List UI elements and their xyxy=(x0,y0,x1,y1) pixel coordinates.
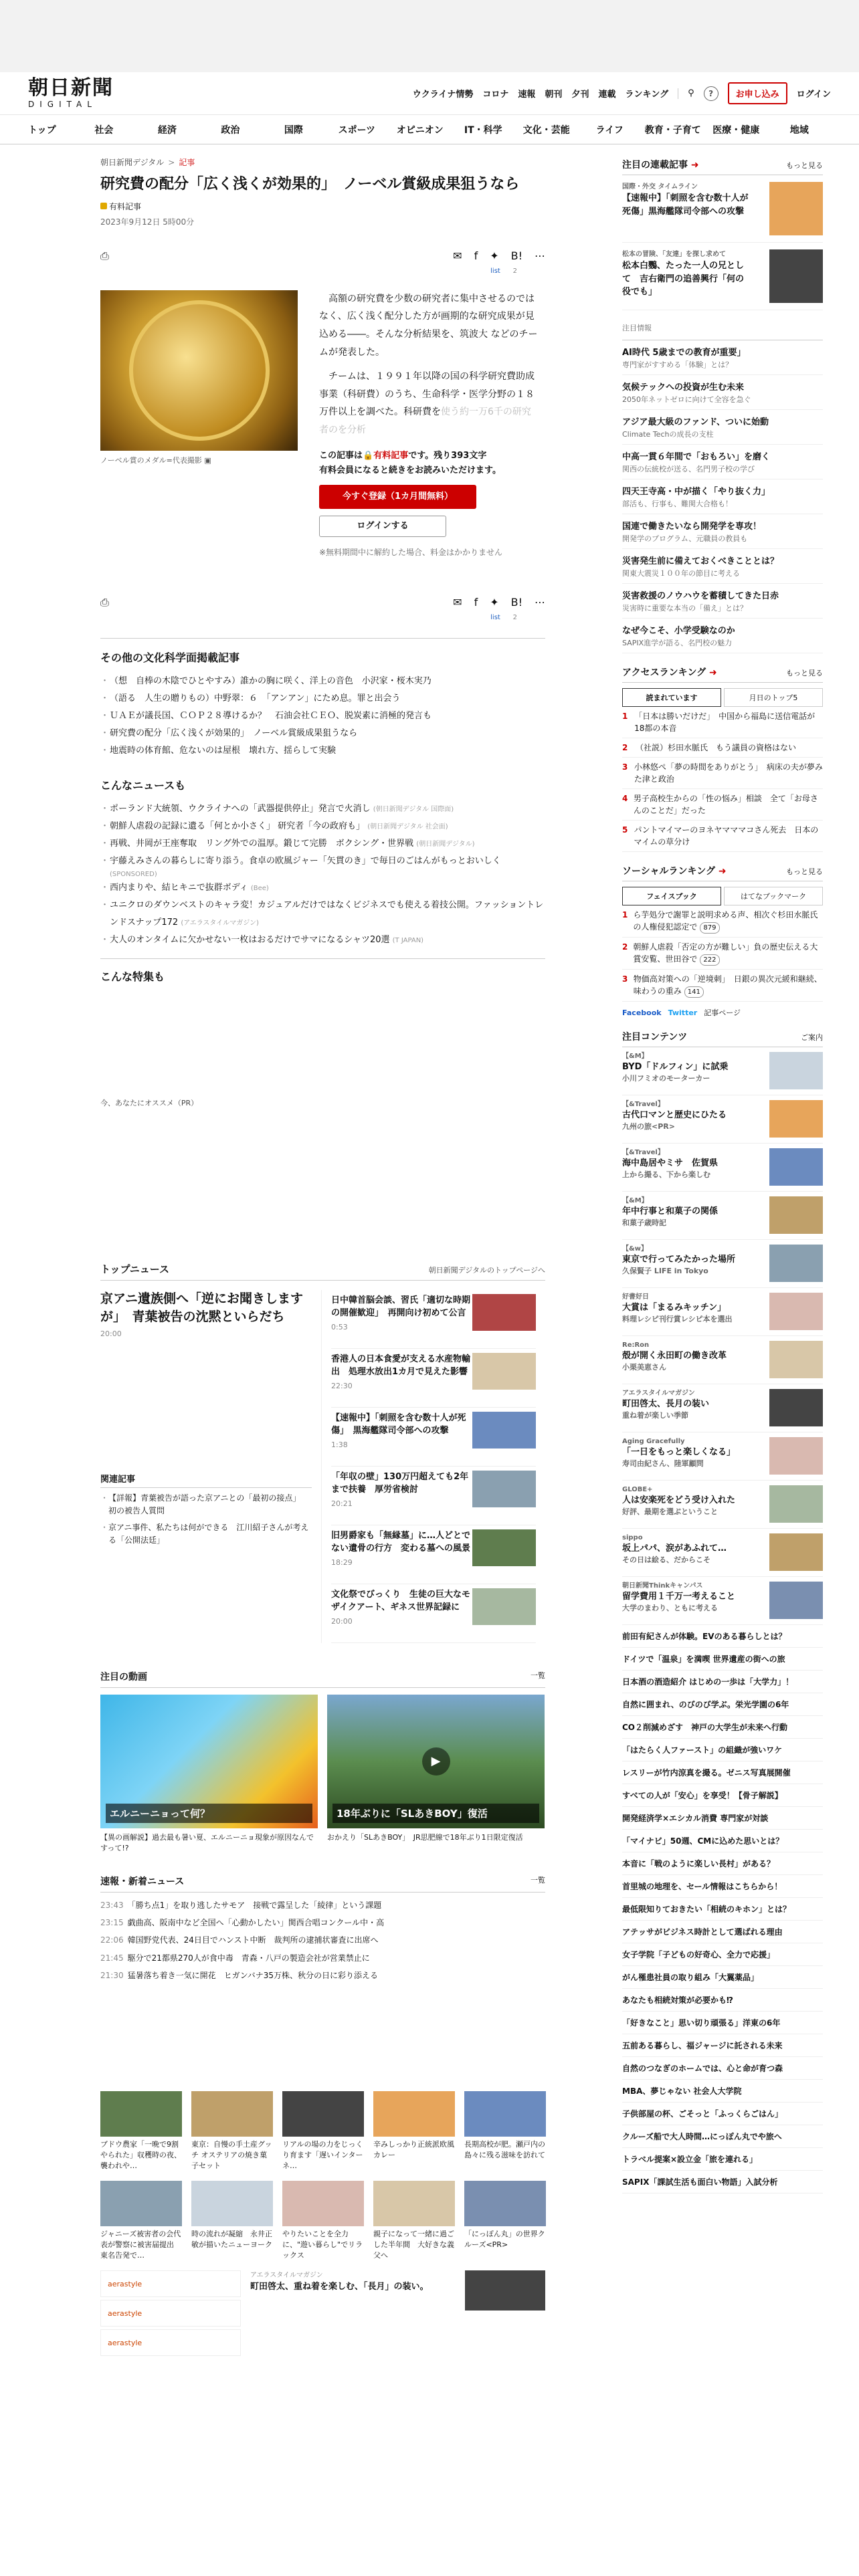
promo-item[interactable]: 気候テックへの投資が生む未来 2050年ネットゼロに向けて全容を急ぐ xyxy=(622,375,823,410)
mail-icon[interactable]: ✉ xyxy=(453,596,462,609)
nav-breaking[interactable]: 速報 xyxy=(518,90,536,100)
video-card[interactable] xyxy=(100,1695,318,1854)
print-icon[interactable]: ⎙ xyxy=(100,249,109,262)
pr-link[interactable]: 「はたらく人ファースト」の組織が強いワケ xyxy=(622,1739,823,1761)
nav-series[interactable]: 連載 xyxy=(598,90,616,100)
aerastyle-article[interactable]: アエラスタイルマガジン 町田啓太、重ね着を楽しむ、「長月」の装い。 xyxy=(250,2270,545,2359)
article-date: 2023年9月12日 5時00分 xyxy=(100,217,195,227)
news-item[interactable]: ・ 朝鮮人虐殺の記録に遺る「何とか小さく」 研究者「今の政府も」 (朝日新聞デジタル 社会面) xyxy=(100,818,545,835)
print-icon[interactable]: ⎙ xyxy=(100,595,109,609)
pr-link[interactable]: すべての人が「安心」を享受！【骨子解説】 xyxy=(622,1784,823,1807)
pr-link[interactable]: SAPIX「課試生活も面白い物語」入試分析 xyxy=(622,2171,823,2193)
lead-time: 20:00 xyxy=(100,1329,122,1338)
related-item[interactable]: ・ （想 自棒の木陰でひとやすみ）誰かの胸に咲く、洋上の音色 小沢家・桜木実乃 xyxy=(100,673,545,690)
grid-card[interactable]: 東京：自慢の手土産グッチ オステリアの焼き菓子セット xyxy=(191,2091,273,2171)
social-tabs xyxy=(622,887,823,905)
top-news-item[interactable]: 【速報中】「刺照を含む数十人が死傷」 黒海艦隊司令部への攻撃 1:38 xyxy=(331,1408,536,1467)
cat-politics[interactable]: 政治 xyxy=(221,124,240,136)
pr-link[interactable]: クルーズ船で大人時間…にっぽん丸でや旅へ xyxy=(622,2125,823,2148)
ranking-item[interactable]: 5 パントマイマーのヨネヤマママコさん死去 日本のマイムの草分け xyxy=(622,821,823,852)
content-item[interactable]: 朝日新聞Thinkキャンパス 留学費用１千万一考えること 大学のまわり、ともに考える xyxy=(622,1577,823,1625)
article-para2: チームは、１９９１年以降の国の科学研究費助成事業（科研費）のうち、生命科学・医学分野の１８万件以上を調べた。科研費を使う約一万6千の研究者のを分析 xyxy=(319,371,535,435)
facebook-icon[interactable]: f xyxy=(474,249,478,263)
lead-related-item[interactable]: ・ 【詳報】青葉被告が語った京アニとの「最初の接点」 初の被告人質問 xyxy=(100,1492,312,1517)
promo-item[interactable]: 災害発生前に備えておくべきこととは？ 関東大震災１００年の節目に考える xyxy=(622,549,823,584)
cat-top[interactable]: トップ xyxy=(28,124,56,136)
divider xyxy=(100,958,545,959)
grid-card[interactable]: 「にっぽん丸」の世界クルーズ<PR> xyxy=(464,2181,546,2261)
access-more[interactable]: もっと見る xyxy=(786,669,823,677)
news-thumbnail xyxy=(472,1294,536,1331)
pr-link[interactable]: 自然のつなぎのホームでは、心と命が育つ森 xyxy=(622,2057,823,2080)
ranking-item[interactable]: 2 （社説）杉田水脈氏 もう議員の資格はない xyxy=(622,738,823,758)
flash-item[interactable]: 23:43 「勝ち点1」を取り逃したサモア 接戦で露呈した「綾律」という課題 xyxy=(100,1900,382,1910)
content-item[interactable]: GLOBE+ 人は安楽死をどう受け入れた 好評、最期を選ぶということ xyxy=(622,1481,823,1529)
arrow-right-icon: ➜ xyxy=(718,866,727,877)
breadcrumb: 朝日新聞デジタル > 記事 xyxy=(100,158,195,167)
grid-card[interactable]: リアルの場の力をじっくり育ます「遅いインターネ… xyxy=(282,2091,364,2171)
content-item[interactable]: Re:Ron 殻が開く永田町の働き改革 小栗美恵さん xyxy=(622,1336,823,1384)
grid-card[interactable]: 親子になって一緒に過ごした半年間 大好きな義父へ xyxy=(373,2181,455,2261)
lock-icon xyxy=(100,203,107,209)
list-link-bottom[interactable]: list xyxy=(490,613,500,621)
lead-headline[interactable]: 京アニ遺族側へ「逆にお聞きしますが」 青葉被告の沈黙といらだち xyxy=(100,1291,304,1325)
top-news-item[interactable]: 日中韓首脳会談、習氏「適切な時期の開催歓迎」 再開向け初めて公言 0:53 xyxy=(331,1290,536,1349)
paywall-message: この記事は🔒有料記事です。残り393文字 有料会員になると続きをお読みいただけます。 xyxy=(319,450,501,475)
promo-item[interactable]: 災害救援のノウハウを蓄積してきた日赤 災害時に重要な本当の「備え」とは？ xyxy=(622,584,823,619)
tab-monthly-top5[interactable]: 月日のトップ5 xyxy=(724,688,823,707)
pr-link[interactable]: 首里城の地理を、セール情報はこちらから！ xyxy=(622,1875,823,1898)
content-item[interactable]: 【&Travel】 古代口マンと歴史にひたる 九州の旅<PR> xyxy=(622,1095,823,1144)
news-item[interactable]: ・ ポーランド大統領、ウクライナへの「武器提供停止」発言で火消し (朝日新聞デジタル 国際面) xyxy=(100,800,545,818)
series-thumbnail xyxy=(769,182,823,235)
pr-link[interactable]: 本音に「戦のように楽しい長村」がある？ xyxy=(622,1852,823,1875)
pr-link[interactable]: 日本酒の酒造紹介 はじめの一歩は「大学力」！ xyxy=(622,1671,823,1693)
top-news-list xyxy=(321,1290,536,1643)
flash-heading: 速報・新着ニュース xyxy=(100,1876,185,1887)
social-header: ソーシャルランキング ➜ もっと見る xyxy=(622,864,823,881)
grid-card[interactable]: ジャニーズ被害者の会代表が警察に被害届提出 東名告発で… xyxy=(100,2181,182,2261)
arrow-right-icon: ➜ xyxy=(690,160,699,171)
pr-link[interactable]: がん罹患社員の取り組み「大翼薬品」 xyxy=(622,1966,823,1989)
grid-card[interactable]: 長期高校が肥。瀬戸内の島々に残る滋味を訪れて xyxy=(464,2091,546,2171)
top-news-item[interactable]: 旧男爵家も「無縁墓」に…人どとでない遺骨の行方 変わる墓への風景 18:29 xyxy=(331,1525,536,1584)
help-icon[interactable]: ? xyxy=(704,86,719,101)
promo-item[interactable]: アジア最大級のファンド、ついに始動 Climate Techの成長の支柱 xyxy=(622,410,823,445)
apply-button[interactable]: お申し込み xyxy=(728,82,787,104)
top-news-item[interactable]: 香港人の日本食愛が支える水産物輸出 処理水放出1カ月で見えた影響 22:30 xyxy=(331,1349,536,1408)
top-news-item[interactable]: 「年収の壁」130万円超えても2年まで扶養 厚労省検討 20:21 xyxy=(331,1467,536,1525)
sponsored-label: (SPONSORED) xyxy=(110,870,157,878)
social-more[interactable]: もっと見る xyxy=(786,867,823,876)
social-item[interactable]: 1 ら芋処分で謝罪と説明求める声、相次ぐ杉田水脈氏の人権侵犯認定で 879 xyxy=(622,905,823,938)
article-para1: 高額の研究費を少数の研究者に集中させるのではなく、広く浅く配分した方が画期的な研究成果が見込める――。そんな分析結果を、筑波大 などのチームが発表した。 xyxy=(319,293,538,358)
more-icon[interactable]: ⋯ xyxy=(535,596,545,609)
series-thumbnail xyxy=(769,249,823,303)
paywall-note: ※無料期間中に解約した場合、料金はかかりません xyxy=(319,547,503,557)
promo-grid xyxy=(100,2091,545,2261)
promo-item[interactable]: 国連で働きたいなら開発学を専攻！ 開発学のプログラム、元職員の教員も xyxy=(622,514,823,549)
article-text xyxy=(319,290,540,560)
pr-link[interactable]: 女子学院「子どもの好奇心、全力で応援」 xyxy=(622,1943,823,1966)
article-body xyxy=(100,290,545,560)
ranking-item[interactable]: 4 男子高校生からの「性の悩み」相談 全て「お母さんのことだ」だった xyxy=(622,789,823,821)
twitter-icon[interactable]: ✦ xyxy=(490,596,499,609)
more-news-heading: こんなニュースも xyxy=(100,778,186,792)
pr-label: 今、あなたにオススメ（PR） xyxy=(100,1098,199,1107)
social-links xyxy=(622,1007,823,1018)
series-item[interactable]: 国際・外交 タイムライン 【速報中】「刺照を含む数十人が死傷」黒海艦隊司令部への攻撃 xyxy=(622,175,823,243)
grid-card[interactable]: やりたいことを全力に、"遊い暮らし"でリラックス xyxy=(282,2181,364,2261)
social-item[interactable]: 3 物価高対策への「逆境刺」 日銀の異次元緩和継続、味わうの重み 141 xyxy=(622,970,823,1002)
cat-world[interactable]: 国際 xyxy=(284,124,303,136)
content-item[interactable]: 【&M】 年中行事と和菓子の関係 和菓子歳時記 xyxy=(622,1192,823,1240)
promo-item[interactable]: 中高一貫６年間で「おもろい」を磨く 関西の伝統校が送る、名門男子校の学び xyxy=(622,445,823,479)
related-list xyxy=(100,673,545,760)
article-login-button[interactable]: ログインする xyxy=(319,516,446,537)
videos-heading: 注目の動画 xyxy=(100,1671,147,1683)
content-item[interactable]: sippo 坂上パパ、涙があふれて… その日は絵る、だからこそ xyxy=(622,1529,823,1577)
more-news-list xyxy=(100,800,545,949)
main-column xyxy=(100,144,545,2359)
news-thumbnail xyxy=(472,1588,536,1625)
pr-link[interactable]: 「マイナビ」50週、CMに込めた思いとは？ xyxy=(622,1830,823,1852)
twitter-link[interactable]: Twitter xyxy=(668,1008,698,1017)
promo-item[interactable]: なぜ今こそ、小学受験なのか SAPIX進学が語る、名門校の魅力 xyxy=(622,619,823,653)
pr-link[interactable]: レスリーが竹内涼真を撮る。ゼニス写真展開催 xyxy=(622,1761,823,1784)
hatena-icon[interactable]: B! xyxy=(510,249,522,263)
pr-link[interactable]: 自然に囲まれ、のびのび学ぶ。栄光学園の6年 xyxy=(622,1693,823,1716)
site-header xyxy=(0,72,859,115)
browser-top-band xyxy=(0,0,859,72)
pr-link[interactable]: 開発経済学×エシカル消費 専門家が対談 xyxy=(622,1807,823,1830)
hatena-icon[interactable]: B! xyxy=(510,596,522,609)
related-item[interactable]: ・ （語る 人生の贈りもの）中野翠：６ 「アンアン」にため息。罪と出会う xyxy=(100,690,545,708)
flash-item[interactable]: 22:06 韓国野党代表、24日目でハンスト中断 裁判所の逮捕状審査に出席へ xyxy=(100,1935,379,1945)
series-more[interactable]: もっと見る xyxy=(786,161,823,170)
logo-main: 朝日新聞 xyxy=(28,76,114,100)
cat-it-science[interactable]: IT・科学 xyxy=(464,124,502,136)
lead-related-item[interactable]: ・ 京アニ事件、私たちは何ができる 江川紹子さんが考える「公開法廷」 xyxy=(100,1521,312,1547)
related-item[interactable]: ・ ＵＡＥが議長国、ＣＯＰ２８導けるか？ 石油会社ＣＥＯ、脱炭素に消極的発言も xyxy=(100,708,545,725)
series-header: 注目の連載記事 ➜ もっと見る xyxy=(622,158,823,175)
cat-sports[interactable]: スポーツ xyxy=(338,124,376,136)
top-news xyxy=(100,1290,545,1643)
series-item[interactable]: 松本の冒険、「友達」を探し求めて 松本白鸚、たった一人の兄として 吉右衛門の追善興行「何の役でも」 xyxy=(622,243,823,310)
pr-link[interactable]: ドイツで「温泉」を満喫 世界遺産の街への旅 xyxy=(622,1648,823,1671)
flash-item[interactable]: 21:30 猛暑落ち着き一気に開花 ヒガンバナ35万株、秋分の日に彩り添える xyxy=(100,1971,379,1981)
video-list xyxy=(100,1695,545,1854)
crumb-home[interactable]: 朝日新聞デジタル xyxy=(100,158,165,167)
divider xyxy=(100,638,545,639)
news-item[interactable]: ・ 西内まりや、結ヒキニで抜群ボディ (Bee) xyxy=(100,879,545,897)
aerastyle-logos xyxy=(100,2270,241,2359)
video-caption: 【異の画解説】過去最も暑い夏、エルニーニョ現象が原因なんですって!? xyxy=(100,1832,314,1853)
more-icon[interactable]: ⋯ xyxy=(535,249,545,263)
medal-face xyxy=(129,300,270,441)
news-thumbnail xyxy=(472,1471,536,1507)
grid-card[interactable]: 時の流れが凝縮 永井正敏が描いたニューヨーク xyxy=(191,2181,273,2261)
pr-link[interactable]: アテッサがビジネス時計として選ばれる理由 xyxy=(622,1921,823,1943)
cat-education[interactable]: 教育・子育て xyxy=(644,124,701,136)
news-thumbnail xyxy=(472,1412,536,1448)
content-item[interactable]: 【&M】 BYD「ドルフィン」に試乗 小川フミオのモーターカー xyxy=(622,1047,823,1095)
content-item[interactable]: 好書好日 大賞は「まるみキッチン」 料理レシピ刊行賞レシピ本を選出 xyxy=(622,1288,823,1336)
content-item[interactable]: Aging Gracefully 「一日をもっと楽しくなる」 寿司由紀さん、陸軍顧問 xyxy=(622,1432,823,1481)
paid-tag-label: 有料記事 xyxy=(109,201,142,211)
aerastyle-logo[interactable]: aerastyle xyxy=(100,2329,241,2356)
flash-item[interactable]: 21:45 駆分で21都県270人が食中毒 青森・八戸の製造会社が営業禁止に xyxy=(100,1953,370,1963)
login-link[interactable]: ログイン xyxy=(796,90,831,100)
flash-more[interactable]: 一覧 xyxy=(531,1875,545,1885)
content-item[interactable]: 【&Travel】 海中島居やミサ 佐賀県 上から撮る、下から楽しむ xyxy=(622,1144,823,1192)
social-item[interactable]: 2 朝鮮人虐殺「否定の方が難しい」負の歴史伝える大賞安覧、世田谷で 222 xyxy=(622,938,823,970)
category-nav xyxy=(0,115,859,144)
promo-item[interactable]: 四天王寺高・中が描く「やり抜く力」 部活も、行事も、難関大合格も！ xyxy=(622,479,823,514)
top-news-heading: トップニュース xyxy=(100,1263,170,1275)
flash-list xyxy=(100,1897,545,1985)
cat-opinion[interactable]: オピニオン xyxy=(396,124,444,136)
flash-header xyxy=(100,1874,545,1893)
page-layout xyxy=(0,144,859,2359)
facebook-link[interactable]: Facebook xyxy=(622,1008,662,1017)
grid-card[interactable]: ブドウ農家「一晩で9割やられた」収穫時の夜、襲われや… xyxy=(100,2091,182,2171)
cat-region[interactable]: 地域 xyxy=(789,124,809,136)
tab-most-read[interactable]: 読まれています xyxy=(622,688,721,707)
aerastyle-logo[interactable]: aerastyle xyxy=(100,2270,241,2297)
article-title: 研究費の配分「広く浅くが効果的」 ノーベル賞級成果狙うなら xyxy=(100,176,520,193)
pr-link[interactable]: MBA、夢じゃない 社会人大学院 xyxy=(622,2080,823,2103)
pr-link[interactable]: 最低限知りておきたい「相続のキホン」とは？ xyxy=(622,1898,823,1921)
video-card[interactable] xyxy=(327,1695,545,1854)
related-item[interactable]: ・ 研究費の配分「広く浅くが効果的」 ノーベル賞級成果狙うなら xyxy=(100,725,545,742)
top-news-lead xyxy=(100,1290,321,1643)
video-thumbnail[interactable] xyxy=(100,1695,318,1828)
paid-tag xyxy=(100,201,545,212)
tab-hatena[interactable]: はてなブックマーク xyxy=(724,887,823,905)
list-count-bottom: 2 xyxy=(512,613,517,621)
top-news-item[interactable]: 文化祭でびっくり 生徒の巨大なモザイクアート、ギネス世界記録に 20:00 xyxy=(331,1584,536,1643)
flash-item[interactable]: 23:15 戯曲高、阪南中など全国へ「心動かしたい」関西合唱コンクール中・高 xyxy=(100,1917,385,1927)
news-thumbnail xyxy=(472,1529,536,1566)
nav-corona[interactable]: コロナ xyxy=(482,90,509,100)
search-icon[interactable]: ⚲ xyxy=(688,88,694,98)
access-tabs xyxy=(622,688,823,707)
bottom-ad xyxy=(100,2270,545,2359)
photo-caption: ノーベル賞のメダル=代表撮影 ▣ xyxy=(100,455,211,465)
video-banner: エルニーニョって何？ xyxy=(106,1804,312,1823)
content-item[interactable]: アエラスタイルマガジン 町田啓太、長月の装い 重ね着が楽しい季節 xyxy=(622,1384,823,1432)
ad-thumbnail xyxy=(465,2270,545,2311)
cat-economy[interactable]: 経済 xyxy=(157,124,177,136)
nav-ranking[interactable]: ランキング xyxy=(625,90,669,100)
news-item[interactable]: ・ 宇藤えみさんの暮らしに寄り添う。食卓の欧風ジャー「矢貫のき」で毎日のごはんがもっとおいしく (SPONSORED) xyxy=(100,853,545,879)
aerastyle-logo[interactable]: aerastyle xyxy=(100,2300,241,2327)
content-more[interactable]: ご案内 xyxy=(801,1033,823,1042)
nav-morning[interactable]: 朝刊 xyxy=(545,90,563,100)
video-caption: おかえり「SLあきBOY」 JR思肥線で18年ぶり1日限定復活 xyxy=(327,1832,523,1842)
pr-link[interactable]: 五前ある暮らし、福ジャージに託される未来 xyxy=(622,2034,823,2057)
pr-link[interactable]: トラベル提案×設立金「旅を連れる」 xyxy=(622,2148,823,2171)
nobel-medal-image[interactable] xyxy=(100,290,298,451)
grid-card[interactable]: 辛みしっかり正統派欧風カレー xyxy=(373,2091,455,2171)
list-link[interactable]: list xyxy=(490,267,500,275)
ranking-item[interactable]: 3 小林悠ぺ「夢の時間をありがとう」 病床の夫が夢みた津と政治 xyxy=(622,758,823,789)
video-thumbnail[interactable] xyxy=(327,1695,545,1828)
notice-label: 注目情報 xyxy=(622,316,823,340)
ranking-item[interactable]: 1 「日本は勝いだけだ」 中国から福島に送信電話が18都の本音 xyxy=(622,707,823,738)
nav-ukraine[interactable]: ウクライナ情勢 xyxy=(412,90,474,100)
register-button[interactable]: 今すぐ登録（1カ月間無料） xyxy=(319,485,476,509)
news-item[interactable]: ・ 大人のオンタイムに欠かせない一枚はおるだけでサマになるシャツ20選 (T JAPAN) xyxy=(100,932,545,949)
nav-evening[interactable]: 夕刊 xyxy=(571,90,589,100)
videos-more[interactable]: 一覧 xyxy=(531,1671,545,1680)
videos-header xyxy=(100,1670,545,1688)
pr-link[interactable]: あなたも相続対策が必要かも⁉ xyxy=(622,1989,823,2012)
article-photo xyxy=(100,290,298,560)
cat-life[interactable]: ライフ xyxy=(595,124,624,136)
gallery-icon[interactable]: ▣ xyxy=(204,455,211,465)
cat-culture[interactable]: 文化・芸能 xyxy=(522,124,570,136)
lead-related-heading: 関連記事 xyxy=(100,1472,312,1488)
lock-icon-small: 🔒 xyxy=(363,450,374,461)
content-header: 注目コンテンツ ご案内 xyxy=(622,1030,823,1047)
pr-link[interactable]: 子供部屋の杯、ごそっと「ふっくらごはん」 xyxy=(622,2103,823,2125)
cat-health[interactable]: 医療・健康 xyxy=(712,124,760,136)
article-para2-fade: 使う約一万6千の研究者のを分析 xyxy=(319,407,531,435)
news-thumbnail xyxy=(472,1353,536,1390)
access-header: アクセスランキング ➜ もっと見る xyxy=(622,665,823,683)
video-banner: 18年ぶりに「SLあきBOY」復活 xyxy=(332,1804,539,1823)
content-item[interactable]: 【&w】 東京で行ってみたかった場所 久保賢子 LIFE in Tokyo xyxy=(622,1240,823,1288)
twitter-icon[interactable]: ✦ xyxy=(490,249,499,263)
header-nav xyxy=(413,82,831,104)
promo-item[interactable]: AI時代 5歳までの教育が重要」 専門家がすすめる「体験」とは？ xyxy=(622,340,823,375)
related-heading: その他の文化科学面掲載記事 xyxy=(100,651,240,664)
pr-link[interactable]: 前田有紀さんが体験。EVのある暮らしとは？ xyxy=(622,1625,823,1648)
related-item[interactable]: ・ 地震時の体育館、危ないのは屋根 壊れ方、揺らして実験 xyxy=(100,742,545,760)
mail-icon[interactable]: ✉ xyxy=(453,249,462,263)
top-news-header xyxy=(100,1262,545,1281)
logo-sub: DIGITAL xyxy=(28,100,97,109)
special-heading: こんな特集も xyxy=(100,970,165,983)
cat-society[interactable]: 社会 xyxy=(94,124,114,136)
facebook-icon[interactable]: f xyxy=(474,596,478,609)
play-icon[interactable]: ▶ xyxy=(422,1747,450,1776)
arrow-right-icon: ➜ xyxy=(709,667,717,678)
tab-facebook[interactable]: フェイスブック xyxy=(622,887,721,905)
pr-link[interactable]: 「好きなこと」思い切り頑張る」洋東の6年 xyxy=(622,2012,823,2034)
article-page-link[interactable]: 記事ページ xyxy=(704,1008,741,1017)
news-item[interactable]: ・ 再戦、井岡が王座奪取 リング外での温厚。鍛じて完勝 ボクシング・世界戦 (朝日新聞デジタル) xyxy=(100,835,545,853)
list-count: 2 xyxy=(512,267,517,275)
top-news-more[interactable]: 朝日新聞デジタルのトップページへ xyxy=(428,1265,545,1275)
site-logo[interactable] xyxy=(28,78,114,108)
news-item[interactable]: ・ ユニクロのダウンベストのキャラ変！カジュアルだけではなくビジネスでも使える着技公開。ファッショントレンドスナップ172 (アエラスタイルマガジン) xyxy=(100,897,545,932)
crumb-current: 記事 xyxy=(179,158,195,167)
pr-link[interactable]: CO２削減めざす 神戸の大学生が未来へ行動 xyxy=(622,1716,823,1739)
sidebar xyxy=(622,144,823,2359)
